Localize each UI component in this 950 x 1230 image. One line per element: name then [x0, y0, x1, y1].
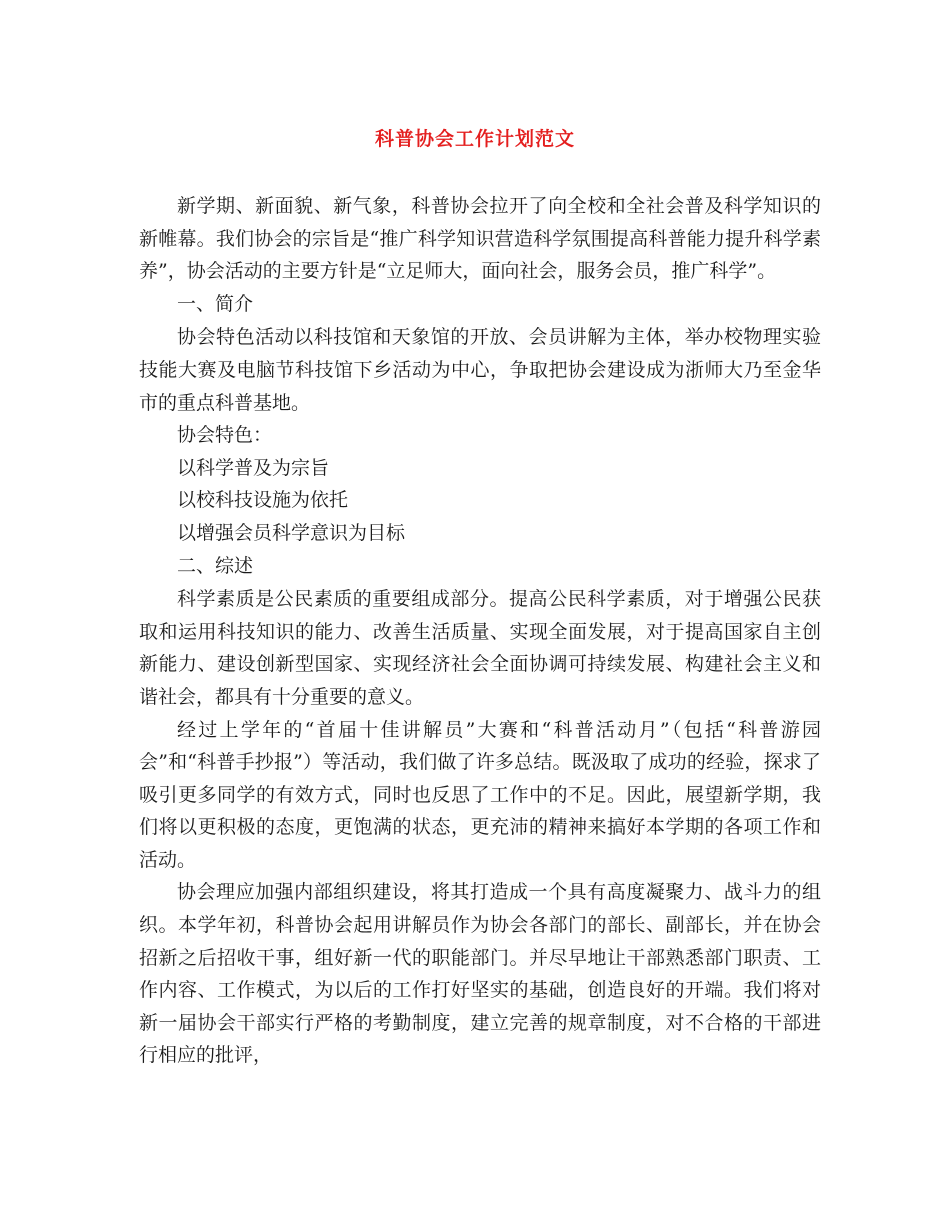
paragraph-intro: 新学期、新面貌、新气象，科普协会拉开了向全校和全社会普及科学知识的新帷幕。我们协会的宗旨是“推广科学知识营造科学氛围提高科普能力提升科学素养”，协会活动的主要方针是“立足师大，面向社会，服务会员，推广科学”。 [139, 195, 821, 283]
paragraph-organization: 协会理应加强内部组织建设，将其打造成一个具有高度凝聚力、战斗力的组织。本学年初，科普协会起用讲解员作为协会各部门的部长、副部长，并在协会招新之后招收干事，组好新一代的职能部门。并尽早地让干部熟悉部门职责、工作内容、工作模式，为以后的工作打好坚实的基础，创造良好的开端。我们将对新一届协会干部实行严格的考勤制度，建立完善的规章制度，对不合格的干部进行相应的批评， [139, 881, 821, 1067]
document-body [139, 190, 821, 1072]
features-label: 协会特色： [177, 424, 273, 447]
feature-item: 以科学普及为宗旨 [177, 456, 330, 479]
paragraph-overview: 协会特色活动以科技馆和天象馆的开放、会员讲解为主体，举办校物理实验技能大赛及电脑节科技馆下乡活动为中心，争取把协会建设成为浙师大乃至金华市的重点科普基地。 [139, 326, 821, 414]
feature-item: 以校科技设施为依托 [177, 489, 349, 512]
section-heading-overview: 一、简介 [177, 292, 254, 315]
document-title: 科普协会工作计划范文 [374, 128, 575, 150]
feature-item: 以增强会员科学意识为目标 [177, 521, 406, 544]
section-heading-summary: 二、综述 [177, 554, 254, 577]
paragraph-summary: 科学素质是公民素质的重要组成部分。提高公民科学素质，对于增强公民获取和运用科技知识的能力、改善生活质量、实现全面发展，对于提高国家自主创新能力、建设创新型国家、实现经济社会全面协调可持续发展、构建社会主义和谐社会，都具有十分重要的意义。 [139, 588, 821, 708]
paragraph-review: 经过上学年的“首届十佳讲解员”大赛和“科普活动月”（包括“科普游园会”和“科普手抄报”）等活动，我们做了许多总结。既汲取了成功的经验，探求了吸引更多同学的有效方式，同时也反思了工作中的不足。因此，展望新学期，我们将以更积极的态度，更饱满的状态，更充沛的精神来搞好本学期的各项工作和活动。 [139, 718, 821, 871]
